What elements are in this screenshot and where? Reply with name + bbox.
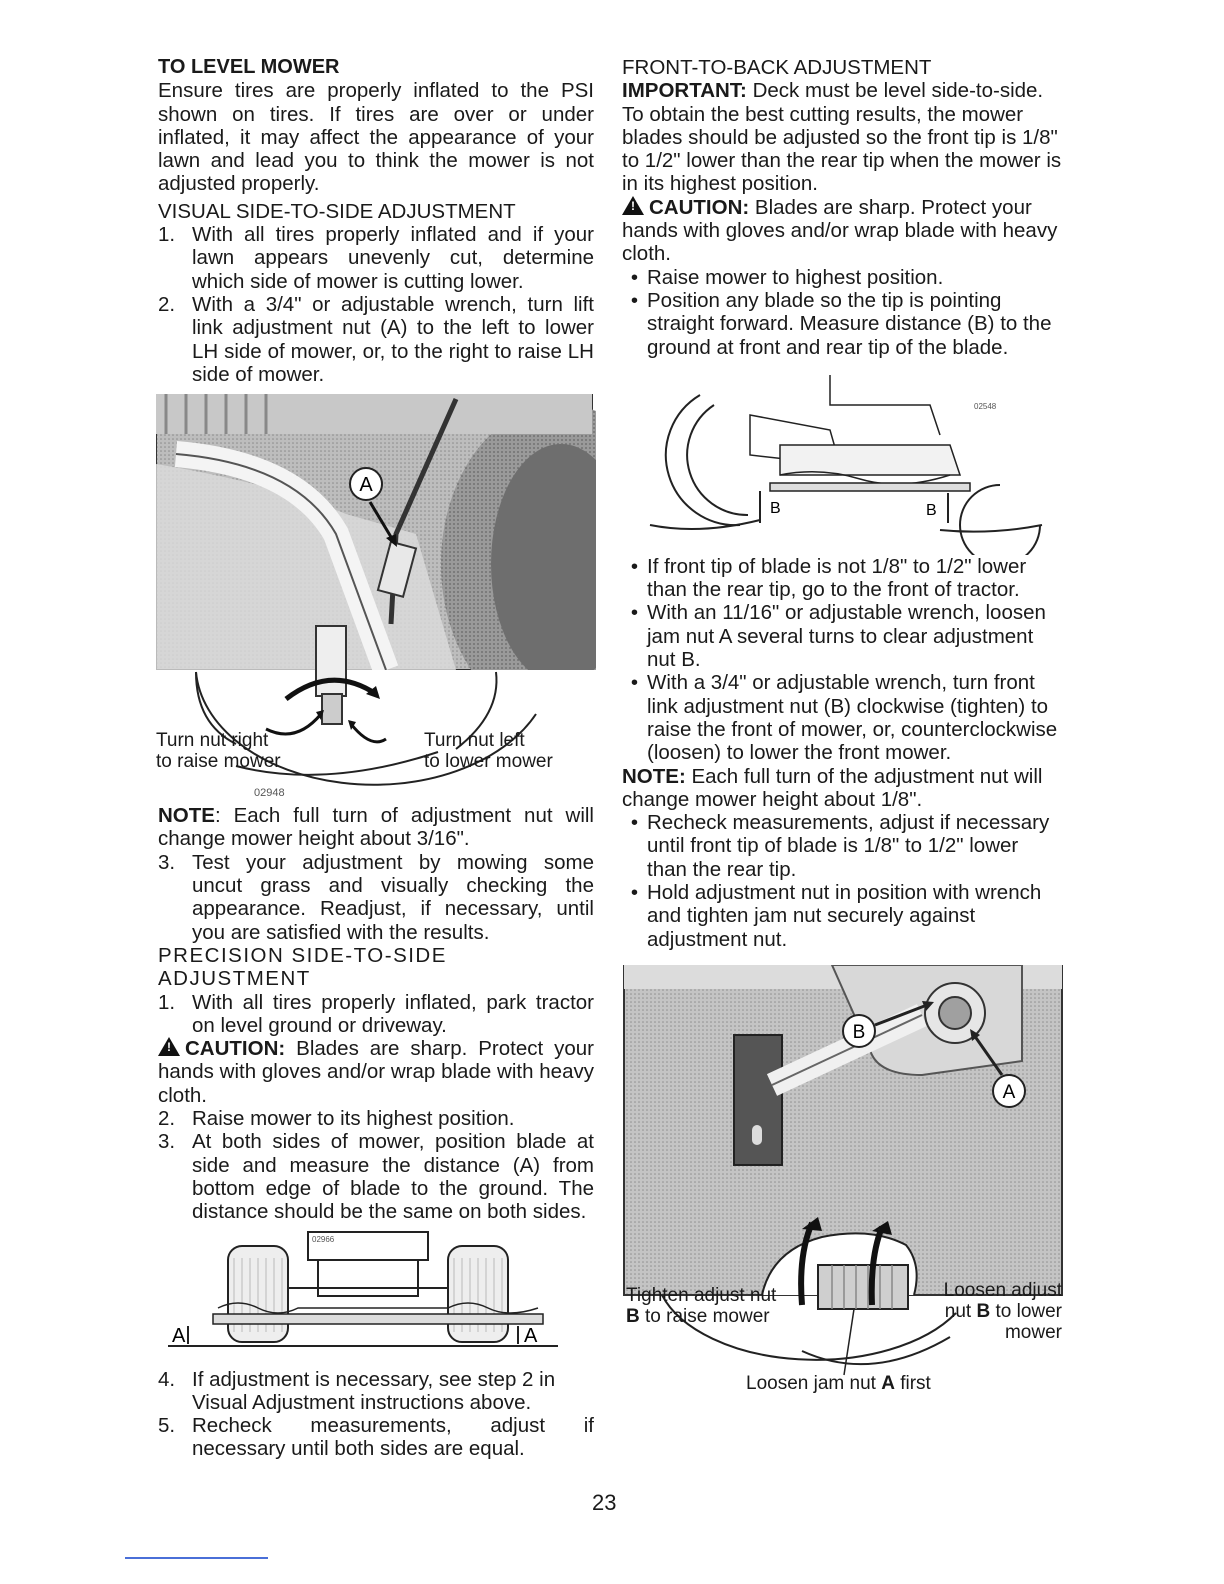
list-item: 1. With all tires properly inflated and if your lawn appears unevenly cut, determine which side of mower is cutting lower. <box>158 223 594 293</box>
callout-b: B <box>852 1021 866 1043</box>
note-paragraph: NOTE: Each full turn of adjustment nut will change mower height about 3/16". <box>158 804 594 851</box>
footer-rule <box>125 1557 268 1559</box>
page-number: 23 <box>592 1490 617 1515</box>
bullet-item: • With an 11/16" or adjustable wrench, loosen jam nut A several turns to clear adjustment nut B. <box>630 601 1046 672</box>
bullet-item: • Raise mower to highest position. <box>630 265 944 289</box>
list-item: 3. At both sides of mower, position blade at side and measure the distance (A) from bottom edge of blade to the ground. The distance should be the same on both sides. <box>158 1130 594 1224</box>
precision-adjustment-heading: PRECISION SIDE-TO-SIDE ADJUSTMENT <box>158 943 447 991</box>
bullet-item: • If front tip of blade is not 1/8" to 1/2" lower than the rear tip, go to the front of tractor. <box>630 554 1027 602</box>
intro-paragraph: Ensure tires are properly inflated to the PSI shown on tires. If tires are over or under inflated, it may affect the appearance of your lawn and lead you to think the mower is not adjusted properly. <box>158 79 594 196</box>
front-to-back-figure <box>630 375 1050 555</box>
loosen-caption-2: nut B to lower <box>944 1300 1062 1322</box>
list-item: 1. With all tires properly inflated, park tractor on level ground or driveway. <box>158 990 594 1037</box>
side-to-side-figure <box>158 1228 594 1358</box>
figure-number: 02948 <box>254 787 285 800</box>
tighten-caption-2: B to raise mower <box>626 1305 770 1327</box>
mower-front-illustration <box>158 1228 594 1358</box>
loosen-caption-1: Loosen adjust <box>943 1279 1062 1301</box>
bullet-item: • With a 3/4" or adjustable wrench, turn front link adjustment nut (B) clockwise (tighten) to raise the front of mower, or, counterclockwise (loosen) to lower the front mower. <box>630 671 1058 765</box>
mower-side-illustration <box>630 375 1050 555</box>
bullet-item: • Hold adjustment nut in position with wrench and tighten jam nut securely against adjustment nut. <box>630 881 1042 951</box>
list-item: 3. Test your adjustment by mowing some uncut grass and visually checking the appearance. Readjust, if necessary, until you are satisfied with the results. <box>158 850 594 944</box>
figure1-caption-right-2: to raise mower <box>156 751 281 773</box>
callout-a: A <box>1002 1081 1016 1103</box>
front-to-back-heading: FRONT-TO-BACK ADJUSTMENT <box>622 56 932 79</box>
figure1-caption-right-1: Turn nut right <box>156 730 269 752</box>
callout-a: A <box>359 474 373 497</box>
distance-label-a-left: A <box>172 1324 186 1347</box>
figure1-caption-left-2: to lower mower <box>424 751 553 773</box>
bullet-item: • Position any blade so the tip is pointing straight forward. Measure distance (B) to the ground at front and rear tip of the blade. <box>630 288 1052 359</box>
visual-adjustment-heading: VISUAL SIDE-TO-SIDE ADJUSTMENT <box>158 199 516 223</box>
left-column <box>158 56 594 1461</box>
figure-number: 02548 <box>974 401 997 411</box>
important-paragraph: IMPORTANT: Deck must be level side-to-side. To obtain the best cutting results, the mower blades should be adjusted so the front tip is 1/8" to 1/2" lower than the rear tip when the mower is in its highest position. <box>622 79 1062 196</box>
section-heading: TO LEVEL MOWER <box>158 56 340 78</box>
jam-nut-caption: Loosen jam nut A first <box>746 1372 931 1394</box>
right-column <box>622 56 1062 1421</box>
bullet-item: • Recheck measurements, adjust if necessary until front tip of blade is 1/8" to 1/2" lower than the rear tip. <box>630 811 1050 881</box>
list-item: 5. Recheck measurements, adjust if necessary until both sides are equal. <box>158 1414 594 1461</box>
note-paragraph: NOTE: Each full turn of the adjustment nut will change mower height about 1/8". <box>622 764 1043 811</box>
lift-link-figure <box>156 394 596 802</box>
distance-label-b-rear: B <box>926 501 937 519</box>
distance-label-a-right: A <box>524 1324 538 1347</box>
caution-paragraph: ! CAUTION: Blades are sharp. Protect your hands with gloves and/or wrap blade with heavy cloth. <box>158 1037 594 1107</box>
caution-paragraph: ! CAUTION: Blades are sharp. Protect your hands with gloves and/or wrap blade with heavy cloth. <box>622 195 1058 266</box>
loosen-caption-3: mower <box>1004 1321 1062 1343</box>
adjustment-nut-figure <box>622 965 1066 1421</box>
adjustment-nut-illustration <box>622 965 1066 1421</box>
figure-number: 02966 <box>312 1234 335 1244</box>
list-item: 2. Raise mower to its highest position. <box>158 1107 515 1131</box>
list-item: 4. If adjustment is necessary, see step 2 in Visual Adjustment instructions above. <box>158 1367 556 1414</box>
distance-label-b-front: B <box>770 499 781 517</box>
list-item: 2. With a 3/4" or adjustable wrench, turn lift link adjustment nut (A) to the left to lower LH side of mower, or, to the right to raise LH side of mower. <box>158 292 594 386</box>
warning-icon: ! <box>622 196 644 215</box>
figure1-caption-left-1: Turn nut left <box>424 730 525 752</box>
warning-icon: ! <box>158 1037 180 1056</box>
tighten-caption-1: Tighten adjust nut <box>626 1284 777 1306</box>
